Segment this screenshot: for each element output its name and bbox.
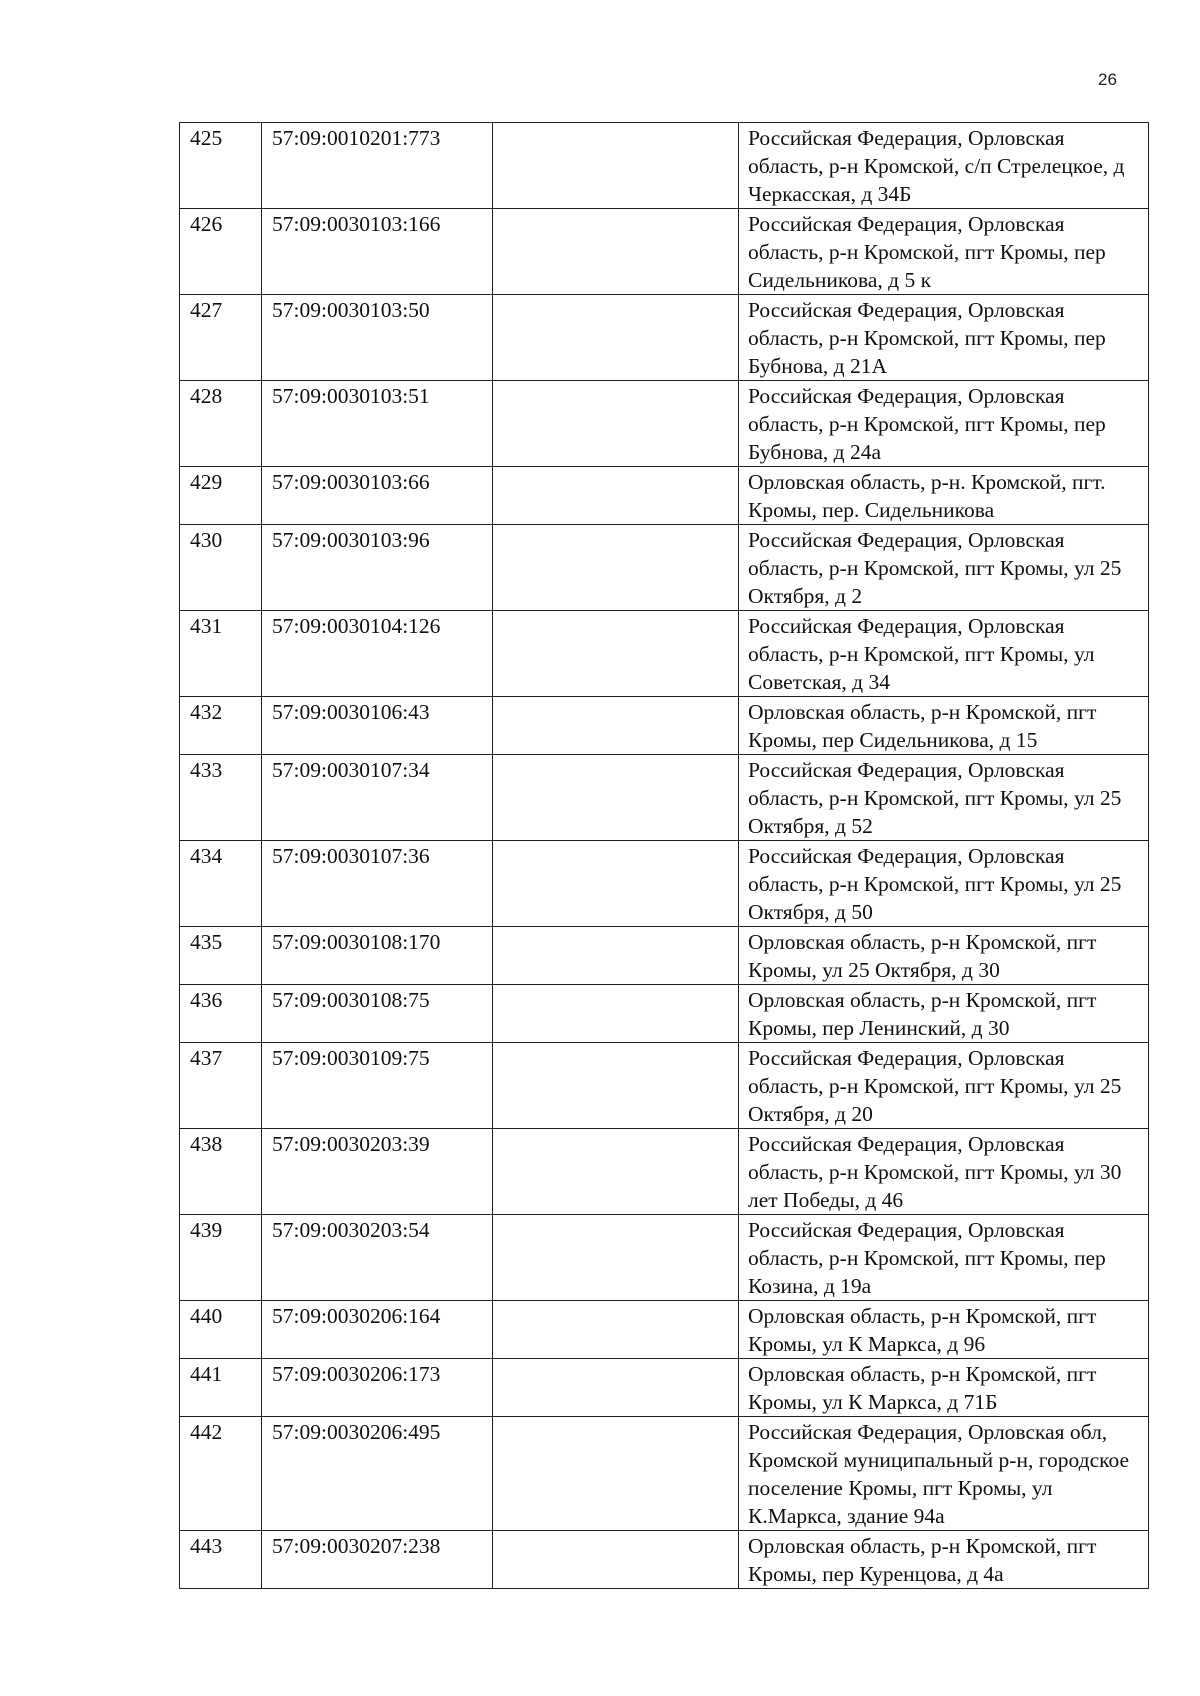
table-row <box>180 1531 1149 1589</box>
cadastral-number-cell: 57:09:0030206:164 <box>262 1301 493 1359</box>
table-row <box>180 1417 1149 1531</box>
page-number: 26 <box>1098 70 1117 89</box>
row-number-cell: 441 <box>180 1359 262 1417</box>
registry-table <box>179 122 1149 1589</box>
table-row <box>180 985 1149 1043</box>
empty-cell <box>493 1531 739 1589</box>
row-number-cell: 442 <box>180 1417 262 1531</box>
cadastral-number-cell: 57:09:0030206:495 <box>262 1417 493 1531</box>
table-row <box>180 295 1149 381</box>
empty-cell <box>493 1215 739 1301</box>
address-cell: Российская Федерация, Орловская область, р-н Кромской, пгт Кромы, ул 25 Октября, д 50 <box>739 841 1149 927</box>
table-row <box>180 755 1149 841</box>
table-row <box>180 123 1149 209</box>
row-number-cell: 429 <box>180 467 262 525</box>
row-number-cell: 425 <box>180 123 262 209</box>
address-cell: Российская Федерация, Орловская область, р-н Кромской, пгт Кромы, пер Козина, д 19а <box>739 1215 1149 1301</box>
table-row <box>180 1301 1149 1359</box>
address-cell: Российская Федерация, Орловская область, р-н Кромской, с/п Стрелецкое, д Черкасская, д 34Б <box>739 123 1149 209</box>
cadastral-number-cell: 57:09:0030108:170 <box>262 927 493 985</box>
cadastral-number-cell: 57:09:0030207:238 <box>262 1531 493 1589</box>
table-row <box>180 1359 1149 1417</box>
cadastral-number-cell: 57:09:0030103:50 <box>262 295 493 381</box>
cadastral-number-cell: 57:09:0030103:166 <box>262 209 493 295</box>
address-cell: Российская Федерация, Орловская область, р-н Кромской, пгт Кромы, пер Сидельникова, д 5 к <box>739 209 1149 295</box>
empty-cell <box>493 467 739 525</box>
row-number-cell: 431 <box>180 611 262 697</box>
empty-cell <box>493 295 739 381</box>
cadastral-number-cell: 57:09:0030103:51 <box>262 381 493 467</box>
row-number-cell: 434 <box>180 841 262 927</box>
empty-cell <box>493 381 739 467</box>
cadastral-number-cell: 57:09:0030107:36 <box>262 841 493 927</box>
address-cell: Орловская область, р-н Кромской, пгт Кромы, ул 25 Октября, д 30 <box>739 927 1149 985</box>
table-row <box>180 1129 1149 1215</box>
row-number-cell: 443 <box>180 1531 262 1589</box>
row-number-cell: 432 <box>180 697 262 755</box>
address-cell: Российская Федерация, Орловская область, р-н Кромской, пгт Кромы, пер Бубнова, д 24а <box>739 381 1149 467</box>
row-number-cell: 427 <box>180 295 262 381</box>
address-cell: Российская Федерация, Орловская область, р-н Кромской, пгт Кромы, ул 25 Октября, д 2 <box>739 525 1149 611</box>
table-row <box>180 1043 1149 1129</box>
row-number-cell: 439 <box>180 1215 262 1301</box>
cadastral-number-cell: 57:09:0030203:39 <box>262 1129 493 1215</box>
empty-cell <box>493 525 739 611</box>
row-number-cell: 430 <box>180 525 262 611</box>
empty-cell <box>493 209 739 295</box>
table-row <box>180 841 1149 927</box>
empty-cell <box>493 841 739 927</box>
empty-cell <box>493 1301 739 1359</box>
table-row <box>180 927 1149 985</box>
empty-cell <box>493 697 739 755</box>
address-cell: Российская Федерация, Орловская область, р-н Кромской, пгт Кромы, ул 25 Октября, д 52 <box>739 755 1149 841</box>
empty-cell <box>493 985 739 1043</box>
address-cell: Орловская область, р-н Кромской, пгт Кромы, ул К Маркса, д 96 <box>739 1301 1149 1359</box>
cadastral-number-cell: 57:09:0010201:773 <box>262 123 493 209</box>
row-number-cell: 433 <box>180 755 262 841</box>
row-number-cell: 426 <box>180 209 262 295</box>
row-number-cell: 428 <box>180 381 262 467</box>
empty-cell <box>493 1129 739 1215</box>
table-row <box>180 697 1149 755</box>
address-cell: Орловская область, р-н Кромской, пгт Кромы, ул К Маркса, д 71Б <box>739 1359 1149 1417</box>
empty-cell <box>493 1043 739 1129</box>
cadastral-number-cell: 57:09:0030206:173 <box>262 1359 493 1417</box>
table-row <box>180 1215 1149 1301</box>
address-cell: Орловская область, р-н Кромской, пгт Кромы, пер Куренцова, д 4а <box>739 1531 1149 1589</box>
address-cell: Российская Федерация, Орловская обл, Кромской муниципальный р-н, городское поселение Кромы, пгт Кромы, ул К.Маркса, здание 94а <box>739 1417 1149 1531</box>
table-row <box>180 525 1149 611</box>
table-row <box>180 467 1149 525</box>
empty-cell <box>493 611 739 697</box>
cadastral-number-cell: 57:09:0030104:126 <box>262 611 493 697</box>
address-cell: Российская Федерация, Орловская область, р-н Кромской, пгт Кромы, ул 25 Октября, д 20 <box>739 1043 1149 1129</box>
row-number-cell: 438 <box>180 1129 262 1215</box>
row-number-cell: 435 <box>180 927 262 985</box>
address-cell: Орловская область, р-н Кромской, пгт Кромы, пер Сидельникова, д 15 <box>739 697 1149 755</box>
row-number-cell: 436 <box>180 985 262 1043</box>
table-row <box>180 611 1149 697</box>
table-row <box>180 209 1149 295</box>
cadastral-number-cell: 57:09:0030103:96 <box>262 525 493 611</box>
empty-cell <box>493 927 739 985</box>
address-cell: Российская Федерация, Орловская область, р-н Кромской, пгт Кромы, ул Советская, д 34 <box>739 611 1149 697</box>
address-cell: Российская Федерация, Орловская область, р-н Кромской, пгт Кромы, ул 30 лет Победы, д 46 <box>739 1129 1149 1215</box>
empty-cell <box>493 123 739 209</box>
cadastral-number-cell: 57:09:0030109:75 <box>262 1043 493 1129</box>
cadastral-number-cell: 57:09:0030107:34 <box>262 755 493 841</box>
address-cell: Российская Федерация, Орловская область, р-н Кромской, пгт Кромы, пер Бубнова, д 21А <box>739 295 1149 381</box>
empty-cell <box>493 1417 739 1531</box>
address-cell: Орловская область, р-н. Кромской, пгт. Кромы, пер. Сидельникова <box>739 467 1149 525</box>
table-body <box>180 123 1149 1589</box>
address-cell: Орловская область, р-н Кромской, пгт Кромы, пер Ленинский, д 30 <box>739 985 1149 1043</box>
row-number-cell: 437 <box>180 1043 262 1129</box>
empty-cell <box>493 755 739 841</box>
row-number-cell: 440 <box>180 1301 262 1359</box>
table-row <box>180 381 1149 467</box>
cadastral-number-cell: 57:09:0030108:75 <box>262 985 493 1043</box>
empty-cell <box>493 1359 739 1417</box>
cadastral-number-cell: 57:09:0030203:54 <box>262 1215 493 1301</box>
cadastral-number-cell: 57:09:0030106:43 <box>262 697 493 755</box>
cadastral-number-cell: 57:09:0030103:66 <box>262 467 493 525</box>
